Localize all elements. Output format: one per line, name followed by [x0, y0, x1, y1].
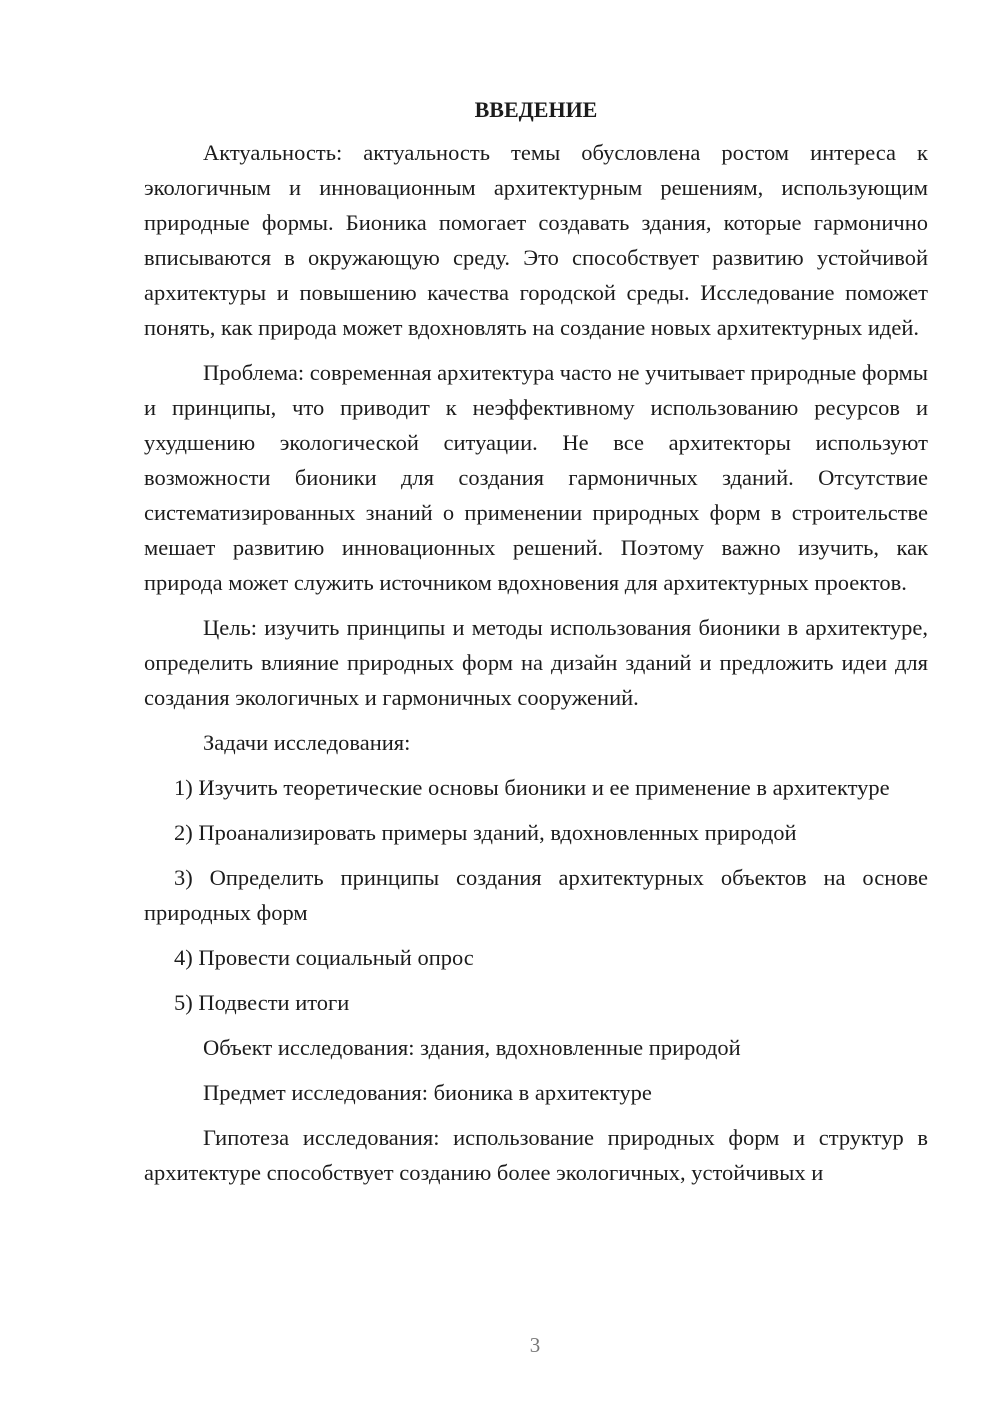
- paragraph-object: Объект исследования: здания, вдохновленные природой: [203, 1035, 741, 1060]
- paragraph-subject: Предмет исследования: бионика в архитектуре: [203, 1080, 652, 1105]
- paragraph-problem: Проблема: современная архитектура часто не учитывает природные формы и принципы, что приводит к неэффективному использованию ресурсов и ухудшению экологической ситуации. Не все архитекторы используют возможности бионики для создания гармоничных зданий. Отсутствие систематизированных знаний о применении природных форм в строительстве мешает развитию инновационных решений. Поэтому важно изучить, как природа может служить источником вдохновения для архитектурных проектов.: [144, 360, 928, 595]
- section-title: ВВЕДЕНИЕ: [474, 97, 598, 122]
- paragraph-relevance: Актуальность: актуальность темы обусловлена ростом интереса к экологичным и инновационным архитектурным решениям, использующим природные формы. Бионика помогает создавать здания, которые гармонично вписываются в окружающую среду. Это способствует развитию устойчивой архитектуры и повышению качества городской среды. Исследование поможет понять, как природа может вдохновлять на создание новых архитектурных идей.: [144, 140, 928, 340]
- task-item-3: 3) Определить принципы создания архитектурных объектов на основе природных форм: [144, 865, 928, 925]
- task-item-5: 5) Подвести итоги: [174, 990, 350, 1015]
- document-page: [144, 92, 928, 1200]
- task-item-4: 4) Провести социальный опрос: [174, 945, 474, 970]
- page-number: 3: [529, 1333, 541, 1357]
- task-item-2: 2) Проанализировать примеры зданий, вдохновленных природой: [174, 820, 797, 845]
- task-item-1: 1) Изучить теоретические основы бионики и ее применение в архитектуре: [174, 775, 890, 800]
- paragraph-goal: Цель: изучить принципы и методы использования бионики в архитектуре, определить влияние природных форм на дизайн зданий и предложить идеи для создания экологичных и гармоничных сооружений.: [144, 615, 928, 710]
- paragraph-hypothesis: Гипотеза исследования: использование природных форм и структур в архитектуре способствует созданию более экологичных, устойчивых и: [144, 1125, 928, 1185]
- tasks-heading: Задачи исследования:: [203, 730, 411, 755]
